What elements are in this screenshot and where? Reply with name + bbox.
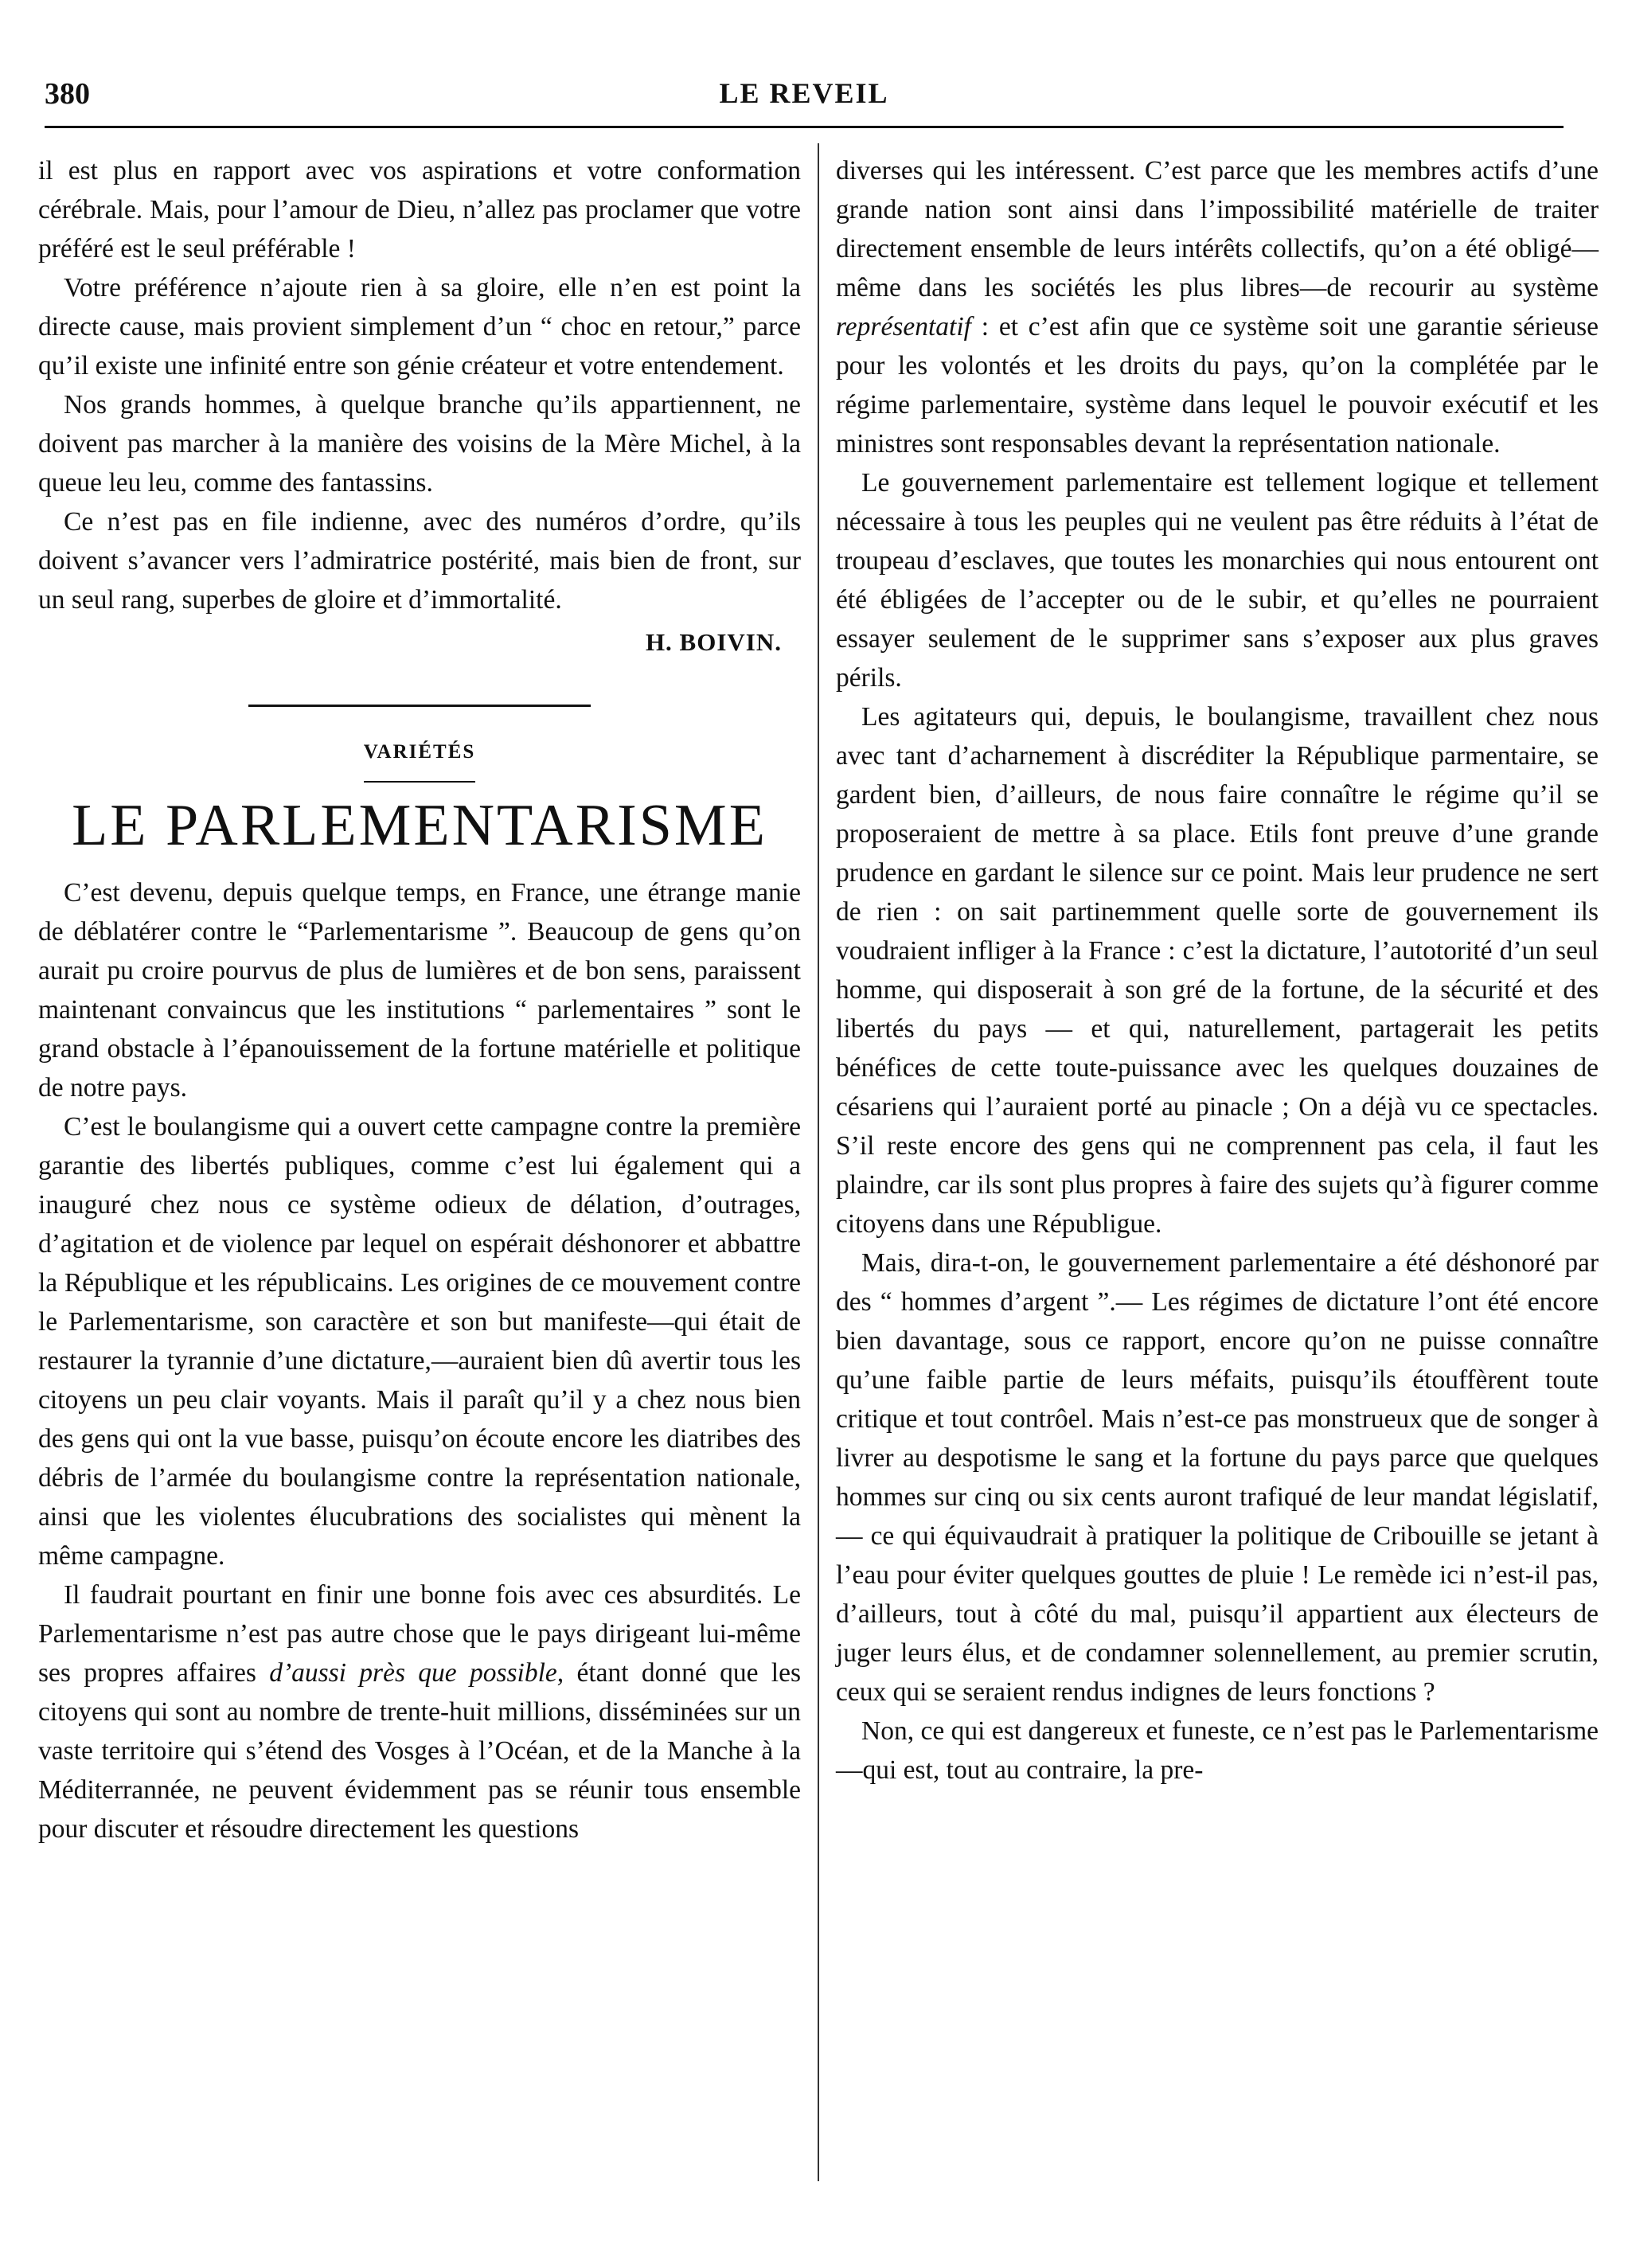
paragraph: Les agitateurs qui, depuis, le boulangisme, travaillent chez nous avec tant d’acharnement à discréditer la République parmentaire, se gardent bien, d’ailleurs, de nous faire connaître le régime qu’il se proposeraient de mettre à sa place. Etils font preuve d’une grande prudence en gardant le silence sur ce point. Mais leur prudence ne sert de rien : on sait partinemment quelle sorte de gouvernement ils voudraient infliger à la France : c’est la dictature, l’autotorité d’un seul homme, qui disposerait à son gré de la fortune, de la sécurité et des libertés du pays — et qui, naturellement, partagerait les petits bénéfices de cette toute-puissance avec les quelques douzaines de césariens qui l’auraient porté au pinacle ; On a déjà vu ce spectacles. S’il reste encore des gens qui ne comprennent pas cela, il faut les plaindre, car ils sont plus propres à faire des sujets qu’à figurer comme citoyens dans une Républigue. [836,702,1599,1239]
paragraph: Nos grands hommes, à quelque branche qu’ils appartiennent, ne doivent pas marcher à la manière des voisins de la Mère Michel, à la queue leu leu, comme des fantassins. [38,390,801,498]
paragraph: Votre préférence n’ajoute rien à sa gloire, elle n’en est point la directe cause, mais provient simplement d’un “ choc en retour,” parce qu’il existe une infinité entre son génie créateur et votre entendement. [38,273,801,381]
text-run: diverses qui les intéressent. C’est parce que les membres actifs d’une grande nation sont ainsi dans l’impossibilité matérielle de traiter directement ensemble de leurs intérêts collectifs, qu’on a été obligé—même dans les sociétés les plus libres—de recourir au système [836,156,1599,303]
paragraph: Non, ce qui est dangereux et funeste, ce n’est pas le Parlementarisme—qui est, tout au contraire, la pre- [836,1716,1599,1785]
right-column [836,151,1599,1790]
paragraph: Mais, dira-t-on, le gouvernement parlementaire a été déshonoré par des “ hommes d’argent ”.— Les régimes de dictature l’ont été encore bien davantage, sous ce rapport, encore qu’on ne puisse connaître qu’une faible partie de leurs méfaits, puisqu’ils étouffèrent toute critique et tout contrôel. Mais n’est-ce pas monstrueux que de songer à livrer au despotisme le sang et la fortune du pays parce que quelques hommes sur cinq ou six cents auront trafiqué de leur mandat législatif,— ce qui équivaudrait à pratiquer la politique de Cribouille se jetant à l’eau pour éviter quelques gouttes de pluie ! Le remède ici n’est-il pas, d’ailleurs, tout à côté du mal, puisqu’il appartient aux électeurs de juger leurs élus, et de condamner solennellement, au premier scrutin, ceux qui se seraient rendus indignes de leurs fonctions ? [836,1248,1599,1707]
header-rule [45,126,1564,128]
paragraph: C’est devenu, depuis quelque temps, en France, une étrange manie de déblatérer contre le “Parlementarisme ”. Beaucoup de gens qu’on aurait pu croire pourvus de plus de lumières et de bon sens, paraissent maintenant convaincus que les institutions “ parlementaires ” sont le grand obstacle à l’épanouissement de la fortune matérielle et politique de notre pays. [38,878,801,1103]
paragraph: C’est le boulangisme qui a ouvert cette campagne contre la première garantie des libertés publiques, comme c’est lui également qui a inauguré chez nous ce système odieux de délation, d’outrages, d’agitation et de violence par lequel on espérait déshonorer et abbattre la République et les républicains. Les origines de ce mouvement contre le Parlementarisme, son caractère et son but manifeste—qui était de restaurer la tyrannie d’une dictature,—auraient bien dû avertir tous les citoyens un peu clair voyants. Mais il paraît qu’il y a chez nous bien des gens qui ont la vue basse, puisqu’on écoute encore les diatribes des débris de l’armée du boulangisme contre la représentation nationale, ainsi que les violentes élucubrations des socialistes qui mènent la même campagne. [38,1112,801,1571]
text-run: : et c’est afin que ce système soit une garantie sérieuse pour les volontés et les droits du pays, qu’on la complétée par le régime parlementaire, système dans lequel le pouvoir exécutif et les ministres sont responsables devant la représentation nationale. [836,312,1599,459]
author-signature: H. BOIVIN. [645,628,782,656]
journal-title: LE REVEIL [719,77,889,109]
paragraph [38,1575,801,1848]
article-title: LE PARLEMENTARISME [72,793,767,858]
text-run: Il faudrait pourtant en finir une bonne fois avec ces absurdités. Le Parlementarisme n’est pas autre chose que le pays dirigeant lui-même ses propres affaires [38,1580,801,1688]
paragraph [836,151,1599,463]
title-rule [364,781,475,783]
paragraph: Ce n’est pas en file indienne, avec des numéros d’ordre, qu’ils doivent s’avancer vers l’admiratrice postérité, mais bien de front, sur un seul rang, superbes de gloire et d’immortalité. [38,507,801,615]
column-divider [818,143,819,2181]
text-run: étant donné que les citoyens qui sont au nombre de trente-huit millions, disséminées sur un vaste territoire qui s’étend des Vosges à l’Océan, et de la Manche à la Méditerrannée, ne peuvent évidemment pas se réunir tous ensemble pour discuter et résoudre directement les questions [38,1658,801,1844]
page-number: 380 [45,77,90,111]
section-divider [248,705,591,707]
paragraph: Le gouvernement parlementaire est tellement logique et tellement nécessaire à tous les peuples qui ne veulent pas être réduits à l’état de troupeau d’esclaves, que toutes les monarchies qui nous entourent ont été ébligées de l’accepter ou de le subir, et qu’elles ne pourraient essayer seulement de le supprimer sans s’exposer aux plus graves périls. [836,468,1599,693]
paragraph: il est plus en rapport avec vos aspirations et votre conformation cérébrale. Mais, pour l’amour de Dieu, n’allez pas proclamer que votre préféré est le seul préférable ! [38,156,801,263]
italic-text: d’aussi près que possible, [269,1658,564,1688]
italic-text: représentatif [836,312,971,342]
left-column [38,151,801,1848]
section-label: VARIÉTÉS [363,741,476,763]
page-header [45,76,1564,124]
